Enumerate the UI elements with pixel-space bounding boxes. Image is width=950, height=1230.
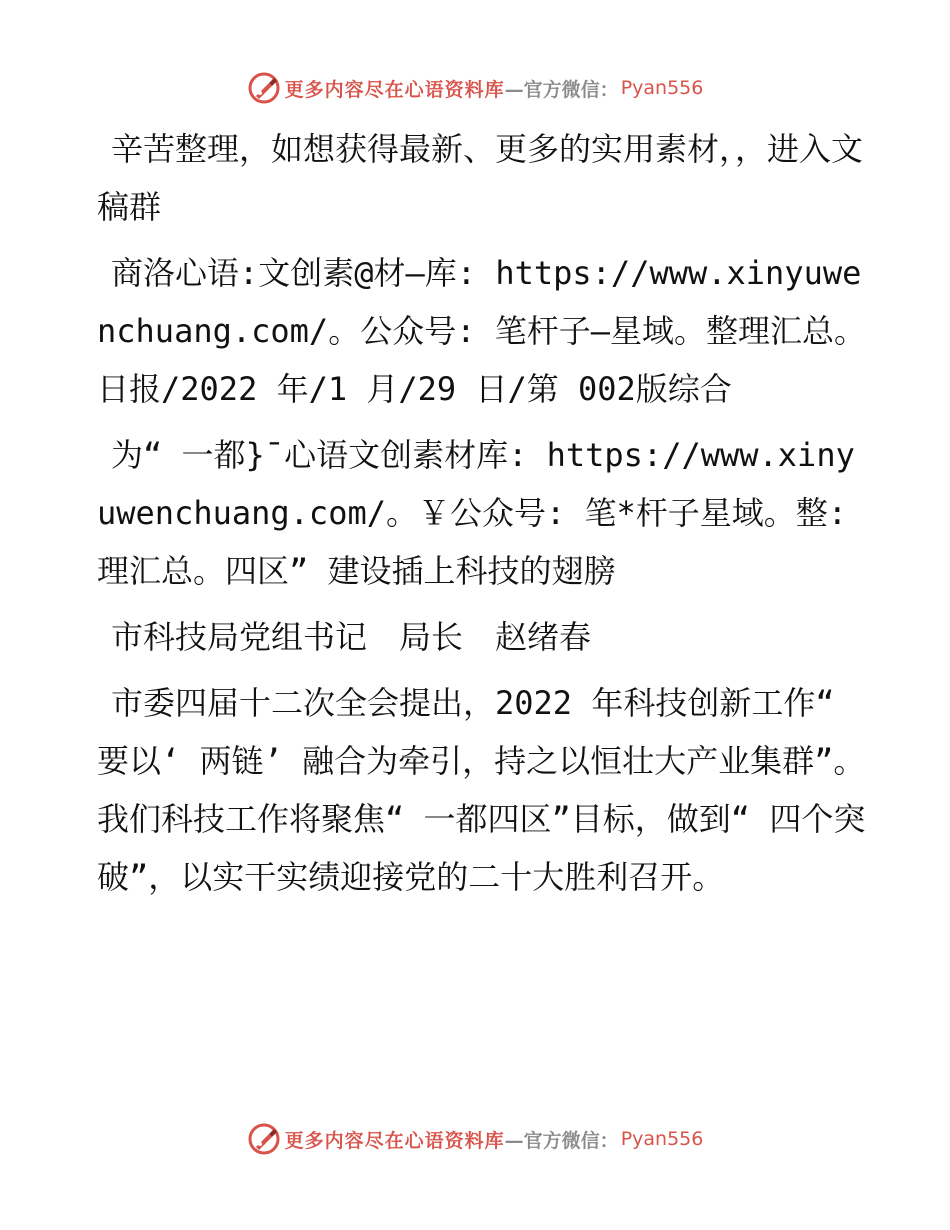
author-line: 市科技局党组书记 局长 赵绪春 [111, 618, 592, 656]
paragraph: 为“ 一都}¯心语文创素材库: https://www.xinyuwenchuang.com/。￥公众号: 笔*杆子星域。整:理汇总。四区” 建设插上科技的翅膀 [97, 436, 855, 590]
banner-main-text: 更多内容尽在心语资料库 [284, 78, 505, 101]
paragraph: 市委四届十二次全会提出，2022 年科技创新工作“ 要以‘ 两链’ 融合为牵引，持之以恒壮大产业集群”。我们科技工作将聚焦“ 一都四区”目标，做到“ 四个突破”，以实干实绩迎接党的二十大胜利召开。 [97, 684, 866, 896]
paragraph: 辛苦整理，如想获得最新、更多的实用素材，，进入文稿群 [97, 130, 864, 226]
document-body [97, 120, 867, 914]
banner-main-text: 更多内容尽在心语资料库 [284, 1129, 505, 1152]
pen-nib-logo-icon [247, 1122, 281, 1156]
banner-separator-text: —官方微信： [504, 1129, 619, 1152]
banner-separator-text: —官方微信： [504, 78, 619, 101]
pen-nib-logo-icon [247, 71, 281, 105]
banner-wechat-id: Pyan556 [620, 77, 704, 99]
footer-banner [0, 1119, 950, 1159]
header-banner [0, 68, 950, 108]
paragraph: 商洛心语:文创素@材—库: https://www.xinyuwenchuang.com/。公众号: 笔杆子—星域。整理汇总。日报/2022 年/1 月/29 日/第 002版综合 [97, 254, 866, 408]
banner-wechat-id: Pyan556 [620, 1128, 704, 1150]
